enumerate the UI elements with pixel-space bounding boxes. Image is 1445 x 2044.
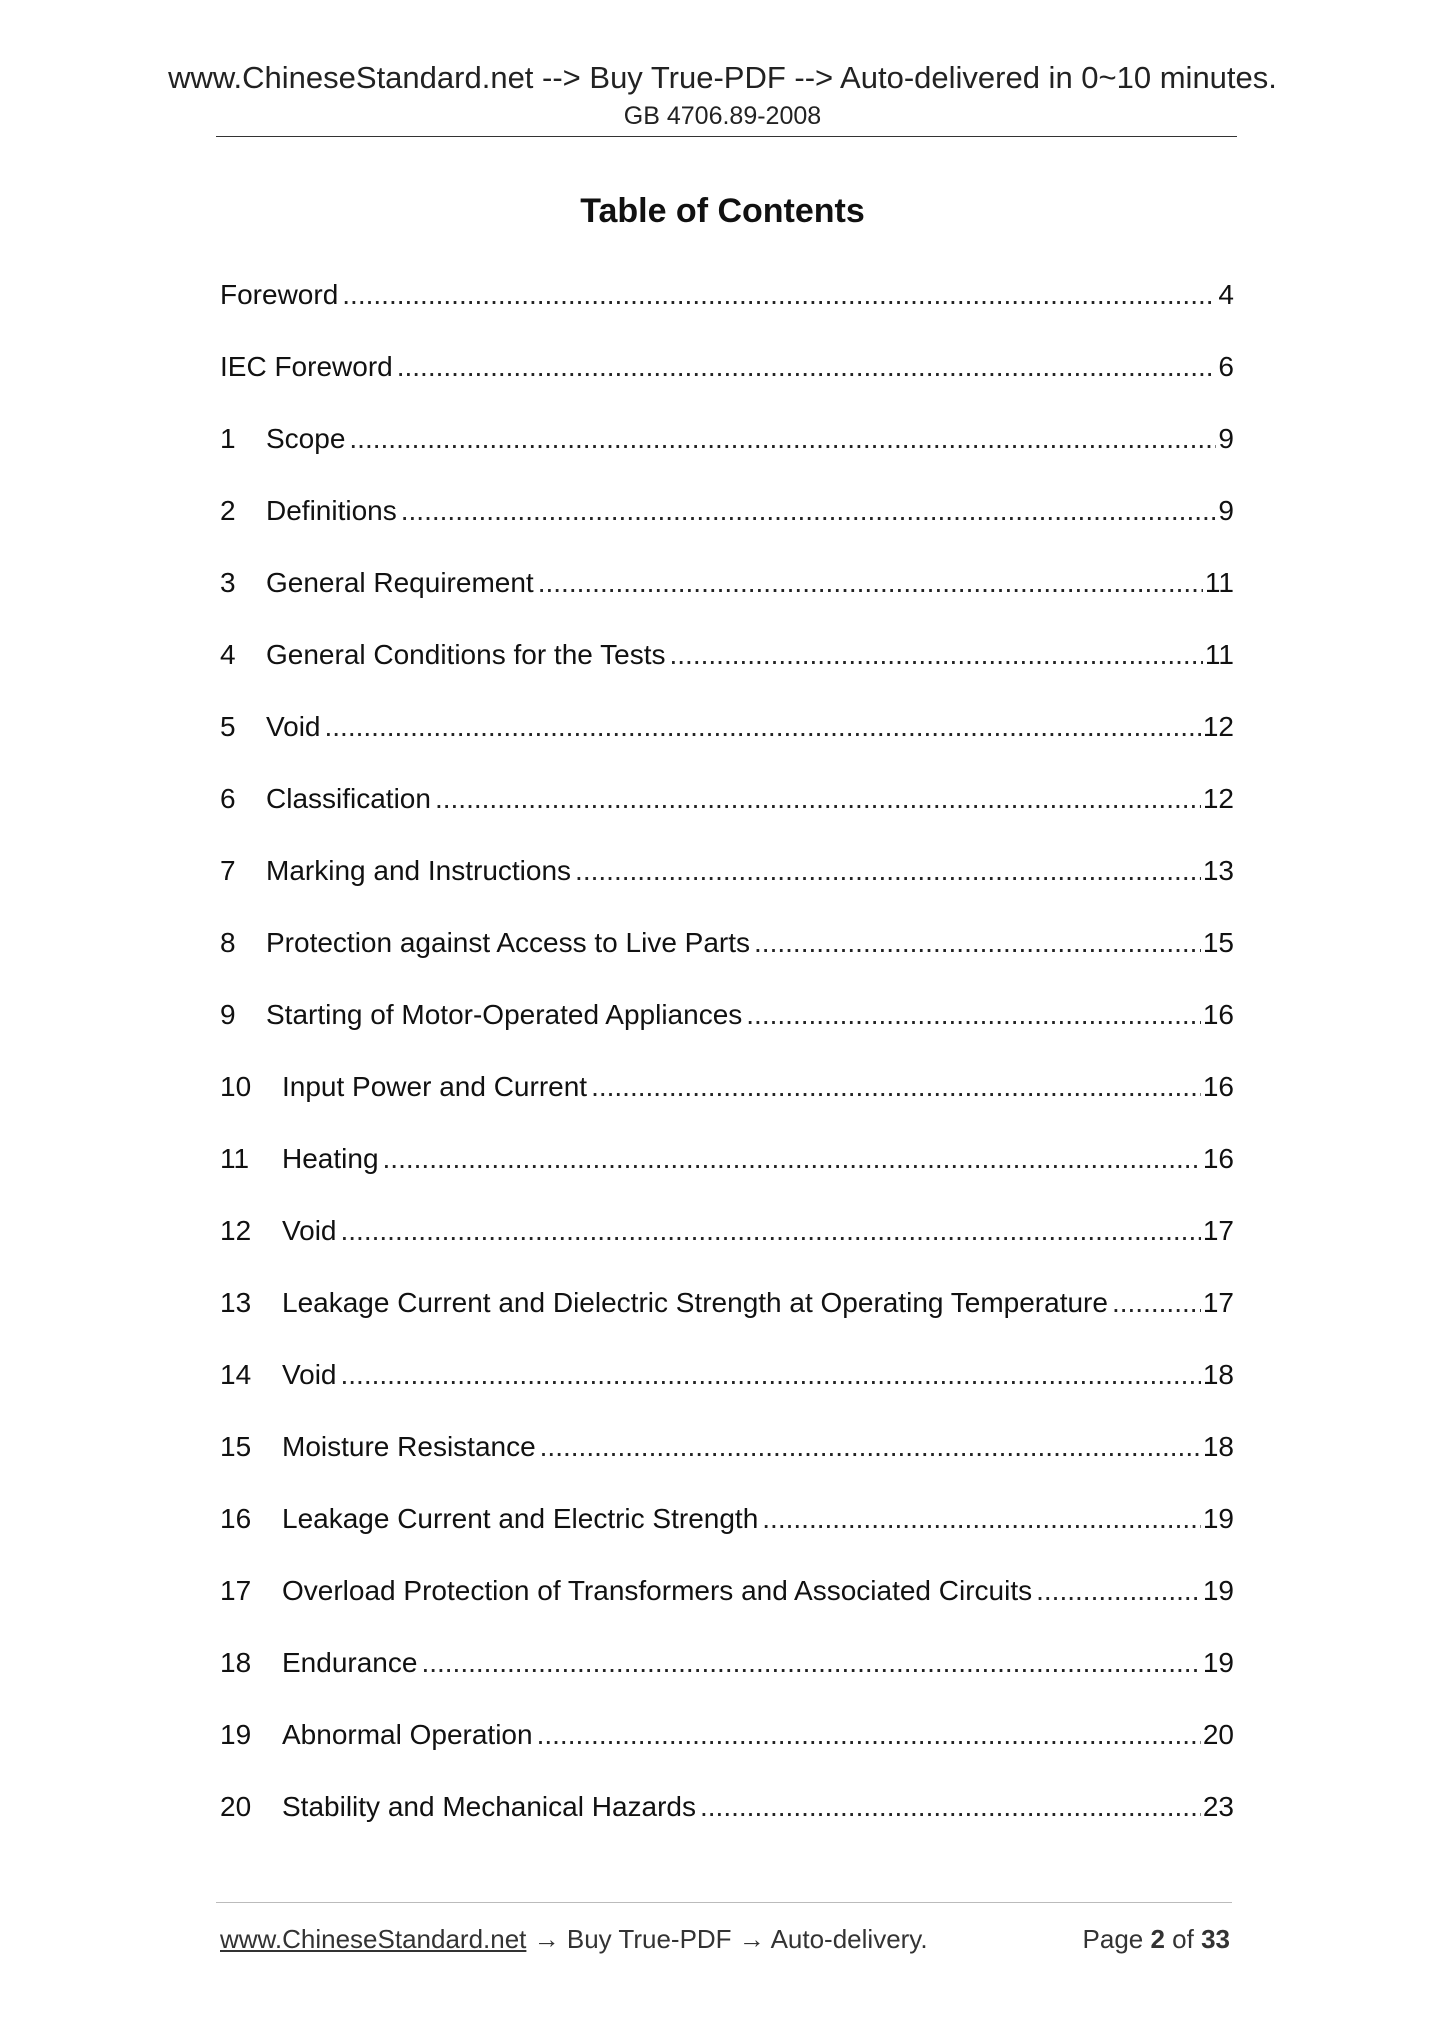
toc-entry[interactable] — [220, 1064, 1234, 1136]
toc-entry[interactable] — [220, 1568, 1234, 1640]
table-of-contents — [220, 272, 1234, 1856]
toc-entry-title: Leakage Current and Dielectric Strength at Operating Temperature — [282, 1287, 1108, 1318]
toc-entry-number: 4 — [220, 639, 236, 670]
toc-entry-page: 16 — [1202, 999, 1234, 1030]
toc-dot-leader — [575, 848, 1201, 894]
standard-number: GB 4706.89-2008 — [623, 102, 822, 130]
toc-entry-title: Heating — [282, 1143, 379, 1174]
toc-entry-page: 16 — [1202, 1143, 1234, 1174]
toc-entry-title: Protection against Access to Live Parts — [266, 927, 751, 958]
toc-entry[interactable] — [220, 632, 1234, 704]
header-banner: www.ChineseStandard.net --> Buy True-PDF --> Auto-delivered in 0~10 minutes. — [168, 60, 1277, 95]
toc-entry-page: 11 — [1204, 639, 1234, 670]
toc-entry-title: Input Power and Current — [282, 1071, 588, 1102]
toc-entry-title: Stability and Mechanical Hazards — [282, 1791, 696, 1822]
toc-entry-title: Void — [282, 1359, 337, 1390]
toc-entry[interactable] — [220, 704, 1234, 776]
toc-dot-leader — [325, 704, 1201, 750]
toc-dot-leader — [397, 344, 1217, 390]
toc-entry-number: 12 — [220, 1215, 252, 1246]
toc-entry-page: 18 — [1202, 1431, 1234, 1462]
toc-dot-leader — [540, 1424, 1201, 1470]
toc-entry[interactable] — [220, 848, 1234, 920]
toc-entry-title: IEC Foreword — [220, 351, 393, 382]
toc-entry-page: 16 — [1202, 1071, 1234, 1102]
toc-entry-title: Foreword — [220, 279, 339, 310]
toc-entry-title: Void — [266, 711, 321, 742]
toc-dot-leader — [421, 1640, 1200, 1686]
toc-entry-title: Endurance — [282, 1647, 418, 1678]
toc-entry-number: 13 — [220, 1287, 252, 1318]
toc-entry-page: 6 — [1218, 351, 1234, 382]
toc-entry[interactable] — [220, 992, 1234, 1064]
toc-entry-number: 6 — [220, 783, 236, 814]
toc-entry-title: Starting of Motor-Operated Appliances — [266, 999, 743, 1030]
toc-entry-number: 10 — [220, 1071, 252, 1102]
toc-dot-leader — [762, 1496, 1201, 1542]
toc-entry-number: 14 — [220, 1359, 252, 1390]
toc-entry[interactable] — [220, 560, 1234, 632]
toc-entry-page: 11 — [1204, 567, 1234, 598]
toc-dot-leader — [349, 416, 1216, 462]
toc-entry-number: 9 — [220, 999, 236, 1030]
toc-entry[interactable] — [220, 1424, 1234, 1496]
toc-dot-leader — [754, 920, 1201, 966]
toc-entry[interactable] — [220, 776, 1234, 848]
toc-entry-number: 17 — [220, 1575, 252, 1606]
toc-entry-title: Marking and Instructions — [266, 855, 572, 886]
toc-entry-number: 19 — [220, 1719, 252, 1750]
toc-dot-leader — [341, 1352, 1201, 1398]
toc-dot-leader — [401, 488, 1217, 534]
toc-entry-title: General Conditions for the Tests — [266, 639, 666, 670]
page-prefix: Page — [1082, 1924, 1151, 1954]
page-header — [0, 58, 1445, 132]
toc-dot-leader — [591, 1064, 1201, 1110]
toc-entry-page: 12 — [1202, 711, 1234, 742]
footer-website-link[interactable]: www.ChineseStandard.net — [220, 1924, 527, 1954]
toc-entry[interactable] — [220, 920, 1234, 992]
toc-dot-leader — [538, 560, 1203, 606]
toc-dot-leader — [669, 632, 1202, 678]
toc-entry-number: 18 — [220, 1647, 252, 1678]
toc-entry-page: 17 — [1202, 1287, 1234, 1318]
toc-entry-title: Definitions — [266, 495, 397, 526]
toc-dot-leader — [435, 776, 1201, 822]
toc-entry-page: 13 — [1202, 855, 1234, 886]
toc-entry-title: Moisture Resistance — [282, 1431, 536, 1462]
toc-entry-number: 7 — [220, 855, 236, 886]
toc-entry-page: 19 — [1202, 1647, 1234, 1678]
total-pages-number: 33 — [1201, 1924, 1230, 1954]
toc-entry-title: Classification — [266, 783, 431, 814]
toc-entry-title: Overload Protection of Transformers and Associated Circuits — [282, 1575, 1033, 1606]
toc-entry-number: 8 — [220, 927, 236, 958]
toc-entry-number: 1 — [220, 423, 236, 454]
toc-entry-page: 23 — [1202, 1791, 1234, 1822]
footer-divider — [216, 1902, 1232, 1903]
toc-entry-page: 19 — [1202, 1575, 1234, 1606]
toc-dot-leader — [746, 992, 1201, 1038]
toc-entry-number: 11 — [220, 1143, 250, 1174]
toc-entry[interactable] — [220, 1352, 1234, 1424]
toc-entry-page: 20 — [1202, 1719, 1234, 1750]
toc-entry[interactable] — [220, 1784, 1234, 1856]
toc-dot-leader — [383, 1136, 1201, 1182]
toc-entry-page: 4 — [1218, 279, 1234, 310]
toc-entry-number: 3 — [220, 567, 236, 598]
toc-entry-page: 18 — [1202, 1359, 1234, 1390]
toc-entry[interactable] — [220, 1280, 1234, 1352]
toc-entry[interactable] — [220, 1640, 1234, 1712]
page-title: Table of Contents — [580, 192, 865, 230]
toc-dot-leader — [341, 1208, 1201, 1254]
toc-entry-number: 2 — [220, 495, 236, 526]
current-page-number: 2 — [1150, 1924, 1165, 1954]
toc-entry-page: 12 — [1202, 783, 1234, 814]
toc-entry[interactable] — [220, 1136, 1234, 1208]
toc-entry-page: 9 — [1218, 495, 1234, 526]
toc-dot-leader — [1036, 1568, 1201, 1614]
toc-entry[interactable] — [220, 344, 1234, 416]
page-footer — [220, 1924, 1230, 1955]
toc-entry-page: 9 — [1218, 423, 1234, 454]
toc-entry-page: 17 — [1202, 1215, 1234, 1246]
toc-entry[interactable] — [220, 272, 1234, 344]
toc-entry-page: 15 — [1202, 927, 1234, 958]
toc-entry[interactable] — [220, 416, 1234, 488]
toc-entry-title: Abnormal Operation — [282, 1719, 533, 1750]
toc-entry-title: Leakage Current and Electric Strength — [282, 1503, 759, 1534]
toc-dot-leader — [1112, 1280, 1201, 1326]
toc-dot-leader — [700, 1784, 1201, 1830]
toc-entry-number: 16 — [220, 1503, 252, 1534]
footer-left — [220, 1924, 928, 1955]
page-indicator — [1083, 1924, 1230, 1955]
toc-entry[interactable] — [220, 488, 1234, 560]
toc-entry[interactable] — [220, 1712, 1234, 1784]
toc-entry[interactable] — [220, 1496, 1234, 1568]
toc-entry-title: General Requirement — [266, 567, 534, 598]
footer-tagline: → Buy True-PDF → Auto-delivery. — [526, 1924, 928, 1954]
toc-entry-title: Scope — [266, 423, 346, 454]
page-of: of — [1164, 1924, 1202, 1954]
toc-entry-number: 15 — [220, 1431, 252, 1462]
toc-entry-page: 19 — [1202, 1503, 1234, 1534]
toc-entry-title: Void — [282, 1215, 337, 1246]
toc-entry-number: 20 — [220, 1791, 252, 1822]
toc-entry-number: 5 — [220, 711, 236, 742]
header-divider — [216, 136, 1237, 137]
toc-entry[interactable] — [220, 1208, 1234, 1280]
toc-dot-leader — [342, 272, 1216, 318]
toc-dot-leader — [537, 1712, 1201, 1758]
